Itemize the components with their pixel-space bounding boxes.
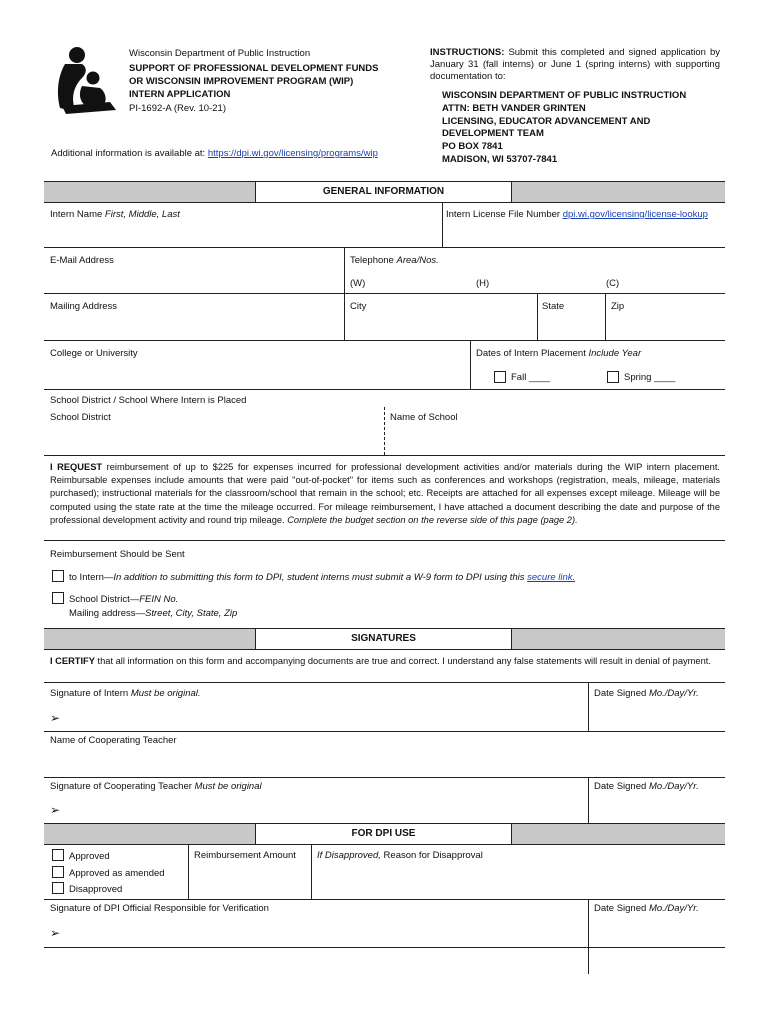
secure-link[interactable]: secure link. bbox=[527, 572, 576, 583]
fall-checkbox[interactable] bbox=[494, 371, 506, 383]
school-name-label: Name of School bbox=[390, 412, 458, 423]
mailing-address-field[interactable] bbox=[50, 315, 340, 337]
reimbursement-sent-label: Reimbursement Should be Sent bbox=[50, 549, 185, 560]
dpi-logo-icon bbox=[52, 46, 122, 116]
disapproval-reason-label: If Disapproved, Reason for Disapproval bbox=[317, 850, 483, 861]
dates-placement-label: Dates of Intern Placement Include Year bbox=[476, 348, 642, 359]
application-form bbox=[44, 181, 725, 974]
license-number-field[interactable] bbox=[446, 223, 722, 245]
dpi-use-header: FOR DPI USE bbox=[44, 823, 725, 845]
sign-here-arrow-icon: ➢ bbox=[50, 711, 61, 725]
general-info-header: GENERAL INFORMATION bbox=[44, 181, 725, 203]
date-signed-coop-label: Date Signed Mo./Day/Yr. bbox=[594, 781, 699, 792]
date-signed-dpi-label: Date Signed Mo./Day/Yr. bbox=[594, 903, 699, 914]
sig-coop-label: Signature of Cooperating Teacher Must be original bbox=[50, 781, 262, 792]
school-district-option: School District—FEIN No. bbox=[69, 594, 179, 605]
form-title-line3: INTERN APPLICATION bbox=[129, 89, 231, 100]
school-district-label: School District bbox=[50, 412, 111, 423]
to-intern-option: to Intern—In addition to submitting this form to DPI, student interns must submit a W-9 form to DPI using this secure link. bbox=[69, 572, 576, 583]
school-district-checkbox[interactable] bbox=[52, 592, 64, 604]
mailing-address-block: WISCONSIN DEPARTMENT OF PUBLIC INSTRUCTION ATTN: BETH VANDER GRINTEN LICENSING, EDUCATOR ADVANCEMENT AND DEVELOPMENT TEAM PO BOX 7841 MADISON, WI 53707-7841 bbox=[442, 90, 687, 165]
city-label: City bbox=[350, 301, 367, 312]
approved-amended-checkbox[interactable] bbox=[52, 866, 64, 878]
dpi-official-signature-field[interactable] bbox=[68, 921, 584, 945]
coop-signature-field[interactable] bbox=[68, 799, 584, 821]
form-number: PI-1692-A (Rev. 10-21) bbox=[129, 103, 226, 114]
intern-signature-field[interactable] bbox=[68, 707, 584, 729]
fall-label: Fall ____ bbox=[511, 372, 551, 383]
spring-checkbox[interactable] bbox=[607, 371, 619, 383]
email-field[interactable] bbox=[50, 269, 340, 291]
mailing-address-label: Mailing Address bbox=[50, 301, 118, 312]
license-number-label: Intern License File Number dpi.wi.gov/licensing/license-lookup bbox=[446, 209, 708, 220]
form-title-line2: OR WISCONSIN IMPROVEMENT PROGRAM (WIP) bbox=[129, 76, 354, 87]
additional-info: Additional information is available at: https://dpi.wi.gov/licensing/programs/wip bbox=[51, 148, 378, 159]
license-lookup-link[interactable]: dpi.wi.gov/licensing/license-lookup bbox=[562, 209, 708, 220]
mailing-address-option: Mailing address—Street, City, State, Zip bbox=[69, 608, 238, 619]
instructions: INSTRUCTIONS: Submit this completed and signed application by January 31 (fall interns) or June 1 (spring interns) with supporting documentation to: bbox=[430, 47, 720, 82]
intern-name-field[interactable] bbox=[50, 223, 438, 245]
approved-checkbox[interactable] bbox=[52, 849, 64, 861]
sign-here-arrow-icon: ➢ bbox=[50, 926, 61, 940]
telephone-label: Telephone Area/Nos. bbox=[350, 255, 439, 266]
school-placed-header: School District / School Where Intern is Placed bbox=[50, 395, 247, 406]
zip-label: Zip bbox=[611, 301, 625, 312]
approved-label: Approved bbox=[69, 851, 110, 862]
phone-cell-label: (C) bbox=[606, 278, 620, 289]
disapproved-label: Disapproved bbox=[69, 884, 123, 895]
form-title-line1: SUPPORT OF PROFESSIONAL DEVELOPMENT FUNDS bbox=[129, 63, 379, 74]
disapproved-checkbox[interactable] bbox=[52, 882, 64, 894]
date-signed-intern-label: Date Signed Mo./Day/Yr. bbox=[594, 688, 699, 699]
signatures-header: SIGNATURES bbox=[44, 628, 725, 650]
to-intern-checkbox[interactable] bbox=[52, 570, 64, 582]
phone-home-label: (H) bbox=[476, 278, 490, 289]
request-paragraph: I REQUEST reimbursement of up to $225 for expenses incurred for professional development activities and/or materials during the WIP intern placement. Reimbursable expenses include amounts that were paid "out-of-pocket" for items such as conferences and workshops (registration, meals, mileage, materials purchased); instructional materials for the classroom/school that remain in the school; etc. Receipts are attached for all expenses except mileage. Mileage will be computed using the state rate at the time the mileage occurred. For mileage reimbursement, I have attached a document describing the date and purpose of the professional development activity and round trip mileage. Complete the budget section on the reverse side of this page (page 2). bbox=[50, 462, 721, 525]
sig-dpi-official-label: Signature of DPI Official Responsible for Verification bbox=[50, 903, 269, 914]
college-label: College or University bbox=[50, 348, 138, 359]
sign-here-arrow-icon: ➢ bbox=[50, 803, 61, 817]
certify-paragraph: I CERTIFY that all information on this form and accompanying documents are true and correct. I understand any false statements will result in denial of payment. bbox=[50, 656, 711, 666]
spring-label: Spring ____ bbox=[624, 372, 676, 383]
email-label: E-Mail Address bbox=[50, 255, 114, 266]
coop-teacher-label: Name of Cooperating Teacher bbox=[50, 735, 177, 746]
approved-amended-label: Approved as amended bbox=[69, 868, 165, 879]
reimb-amount-label: Reimbursement Amount bbox=[194, 850, 296, 861]
wip-info-link[interactable]: https://dpi.wi.gov/licensing/programs/wip bbox=[207, 148, 378, 159]
coop-teacher-field[interactable] bbox=[50, 749, 720, 775]
state-label: State bbox=[542, 301, 565, 312]
sig-intern-label: Signature of Intern Must be original. bbox=[50, 688, 201, 699]
intern-name-label: Intern Name First, Middle, Last bbox=[50, 209, 180, 220]
phone-work-label: (W) bbox=[350, 278, 366, 289]
agency-name: Wisconsin Department of Public Instruction bbox=[129, 48, 311, 59]
